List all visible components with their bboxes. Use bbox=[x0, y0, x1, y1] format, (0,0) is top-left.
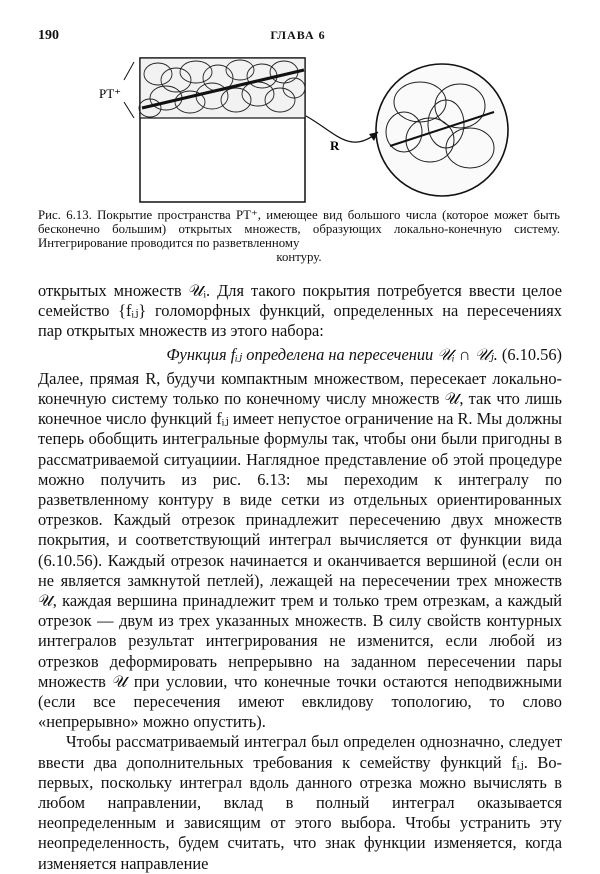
formula-number: (6.10.56) bbox=[501, 344, 562, 364]
figure-label-r: R bbox=[330, 138, 340, 153]
page-number: 190 bbox=[38, 28, 59, 43]
formula-6-10-56 bbox=[38, 345, 562, 365]
paragraph-2: Далее, прямая R, будучи компактным множеством, пересекает локально-конечную систему только по конечному числу множеств 𝒰, так что лишь конечное число функций fᵢⱼ имеет непустое ограничение на R. Мы должны теперь обобщить интегральные формулы так, чтобы они были пригодны в рассматриваемой ситуациии. Наглядное представление об этой процедуре можно получить из рис. 6.13: мы переходим к интегралу по разветвленному контуру в виде сетки из отдельных ориентированных отрезков. Каждый отрезок принадлежит пересечению двух множеств покрытия, и соответствующий интеграл вычисляется от функции вида (6.10.56). Каждый отрезок начинается и оканчивается вершиной (если он не является замкнутой петлей), лежащей на пересечении трех множеств 𝒰, каждая вершина принадлежит трем и только трем отрезкам, а каждый отрезок — двум из трех указанных множеств. В силу свойств контурных интегралов результат интегрирования не изменится, если любой из отрезков деформировать непрерывно на заданном пересечении пары множеств 𝒰 при условии, что конечные точки остаются неподвижными (если все пересечения имеют евклидову топологию, то слово «непрерывно» можно опустить). bbox=[38, 368, 562, 732]
page-header bbox=[38, 28, 558, 48]
magnification-arrow bbox=[306, 116, 378, 142]
body-text bbox=[38, 281, 562, 874]
paragraph-1: открытых множеств 𝒰ᵢ. Для такого покрытия потребуется ввести целое семейство {fᵢⱼ} голоморфных функций, определенных на пересечениях пар открытых множеств из этого набора: bbox=[38, 281, 562, 341]
pt-bracket-upper bbox=[124, 62, 134, 80]
figure-caption bbox=[38, 208, 560, 264]
formula-text: Функция fᵢⱼ определена на пересечении 𝒰ᵢ ∩ 𝒰ⱼ. bbox=[166, 344, 498, 364]
running-head: ГЛАВА 6 bbox=[270, 28, 326, 42]
caption-text: Рис. 6.13. Покрытие пространства PT⁺, имеющее вид большого числа (которое может быть бесконечно большим) открытых множеств, образующих локально-конечную систему. Интегрирование проводится по разветвленному bbox=[38, 208, 560, 250]
figure-label-pt: PT⁺ bbox=[99, 86, 122, 101]
paragraph-3: Чтобы рассматриваемый интеграл был определен однозначно, следует ввести два дополнительных требования к семейству функций fᵢⱼ. Во-первых, поскольку интеграл вдоль данного отрезка можно вычислять в любом направлении, вклад в полный интеграл оказывается неопределенным и зависящим от этого выбора. Чтобы устранить эту неопределенность, будем считать, что знак функции изменяется, когда изменяется направление bbox=[38, 732, 562, 873]
pt-bracket-lower bbox=[124, 102, 134, 118]
caption-last-line: контуру. bbox=[276, 250, 322, 264]
figure-6-13 bbox=[80, 50, 520, 210]
